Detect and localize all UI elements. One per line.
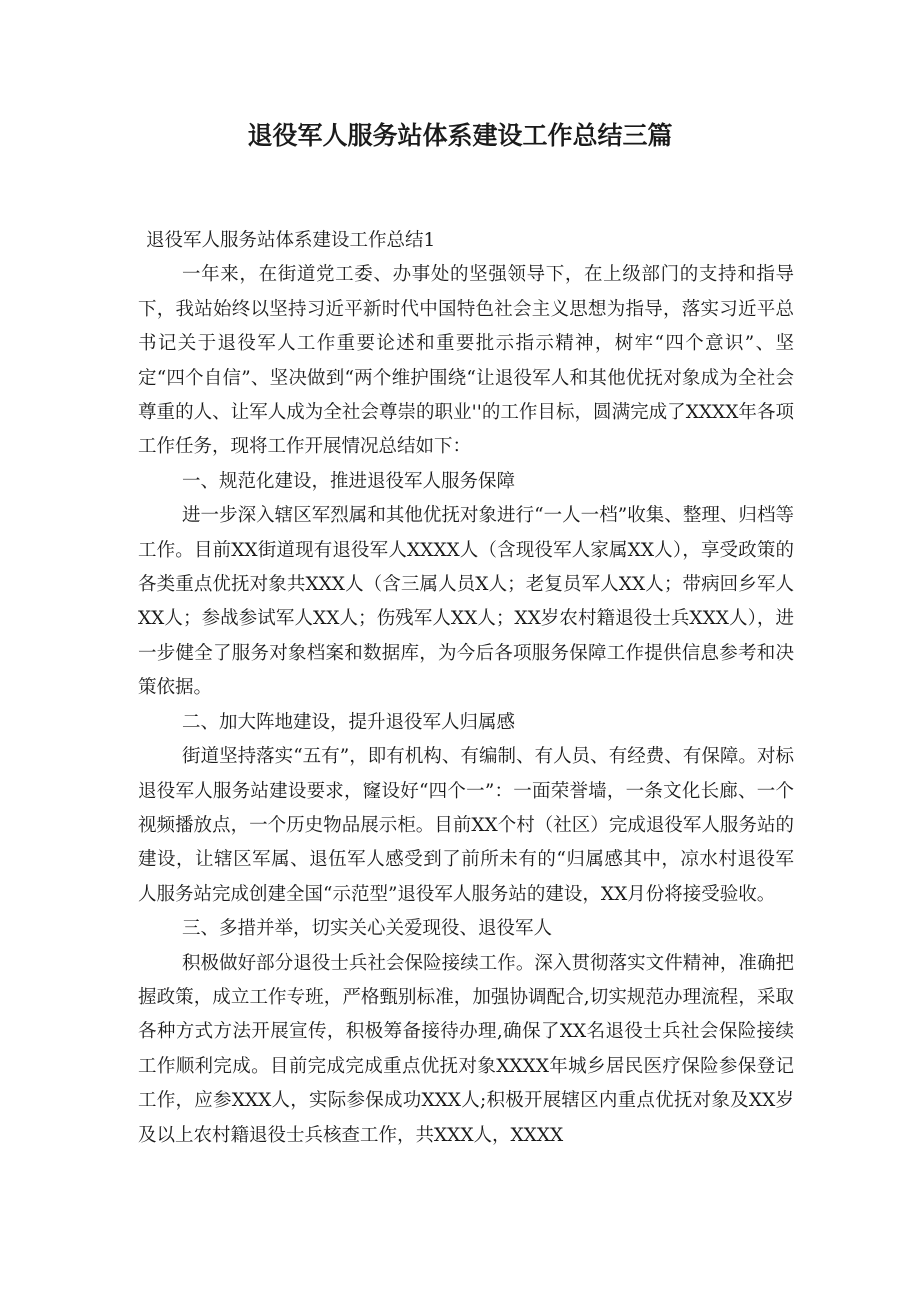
- section-paragraph-2: 街道坚持落实“五有”，即有机构、有编制、有人员、有经费、有保障。对标退役军人服务站建设要求，窿设好“四个一”：一面荣誉墙，一条文化长廊、一个视频播放点，一个历史物品展示柜。目前XX个村（社区）完成退役军人服务站的建设，让辖区军属、退伍军人感受到了前所未有的“归属感其中，凉水村退役军人服务站完成创建全国“示范型”退役军人服务站的建设，XX月份将接受验收。: [138, 746, 794, 905]
- document-subtitle: 退役军人服务站体系建设工作总结1: [146, 230, 436, 251]
- section-paragraph-1: 进一步深入辖区军烈属和其他优抚对象进行“一人一档”收集、整理、归档等工作。目前XX街道现有退役军人XXXX人（含现役军人家属XX人），享受政策的各类重点优抚对象共XXX人（含三属人员X人；老复员军人XX人；带病回乡军人XX人；参战参试军人XX人；伤残军人XX人；XX岁农村籍退役士兵XXX人），进一步健全了服务对象档案和数据库，为今后各项服务保障工作提供信息参考和决策依据。: [138, 505, 794, 699]
- document-title: 退役军人服务站体系建设工作总结三篇: [247, 121, 673, 150]
- section-heading-1: 一、规范化建设，推进退役军人服务保障: [182, 470, 516, 492]
- section-paragraph-3: 积极做好部分退役士兵社会保险接续工作。深入贯彻落实文件精神，准确把握政策，成立工作专班，严格甄别标准，加强协调配合,切实规范办理流程，采取各种方式方法开展宣传，积极筹备接待办理,确保了XX名退役士兵社会保险接续工作顺利完成。目前完成完成重点优抚对象XXXX年城乡居民医疗保险参保登记工作，应参XXX人，实际参保成功XXX人;积极开展辖区内重点优抚对象及XX岁及以上农村籍退役士兵核查工作，共XXX人，XXXX: [138, 952, 794, 1146]
- section-heading-2: 二、加大阵地建设，提升退役军人归属感: [182, 711, 516, 733]
- document-body: [138, 224, 794, 1153]
- intro-paragraph: 一年来，在街道党工委、办事处的坚强领导下，在上级部门的支持和指导下，我站始终以坚持习近平新时代中国特色社会主义思想为指导，落实习近平总书记关于退役军人工作重要论述和重要批示指示精神，树牢“四个意识”、坚定“四个自信”、坚决做到“两个维护围绕“让退役军人和其他优抚对象成为全社会尊重的人、让军人成为全社会尊崇的职业''的工作目标，圆满完成了XXXX年各项工作任务，现将工作开展情况总结如下：: [138, 264, 794, 458]
- section-heading-3: 三、多措并举，切实关心关爱现役、退役军人: [182, 918, 553, 940]
